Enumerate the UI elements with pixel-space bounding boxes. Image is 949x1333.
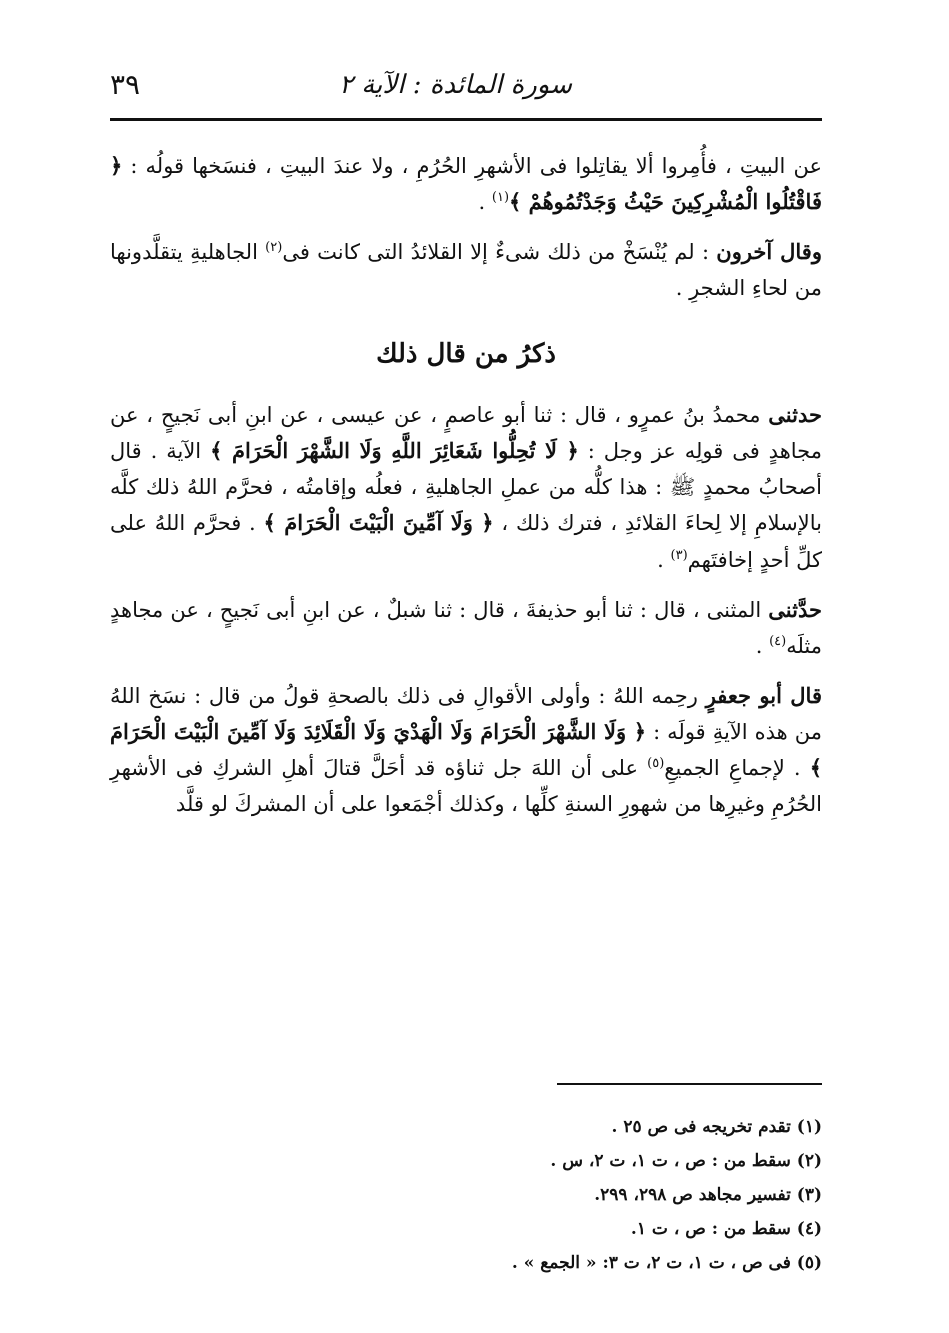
- text-segment: الجاهليةِ يتقلَّدونها من لحاءِ الشجرِ .: [110, 240, 822, 301]
- section-heading: ذكرُ من قال ذلك: [376, 339, 556, 370]
- paragraph-5: [110, 678, 822, 822]
- footnote-item: (١) تقدم تخريجه فى ص ٢٥ .: [611, 1117, 822, 1137]
- lead-phrase: حدَّثنى: [768, 596, 822, 622]
- footnote-ref: (٥): [647, 756, 665, 772]
- text-segment: عن البيتِ ، فأُمِروا ألا يقاتِلوا فى الأشهرِ الحُرُمِ ، ولا عندَ البيتِ ، فنسَخها قولُه :: [122, 154, 822, 178]
- header-rule: [110, 118, 822, 121]
- page-header: [110, 62, 822, 112]
- lead-phrase: حدثنى: [768, 402, 822, 428]
- footnote-item: (٥) فى ص ، ت ١، ت ٢، ت ٣: « الجمع » .: [511, 1253, 822, 1273]
- text-segment: على أن اللهَ جل ثناؤه قد أحَلَّ قتالَ أهلِ الشركِ فى الأشهرِ الحُرُمِ وغيرِها من شهورِ السنةِ كلِّها ، وكذلك أجْمَعوا على أن المشركَ لو قلَّد: [110, 756, 822, 817]
- paragraph-1: [110, 148, 822, 220]
- running-title: سورة المائدة : الآية ٢: [338, 70, 572, 100]
- footnote-item: (٤) سقط من : ص ، ت ١.: [630, 1219, 822, 1239]
- footnote-ref: (٤): [769, 633, 787, 649]
- quran-quote: ﴿ فَاقْتُلُوا الْمُشْرِكِينَ حَيْثُ وَجَدْتُمُوهُمْ ﴾: [110, 153, 822, 215]
- quran-quote: ﴿ وَلَا آمِّينَ الْبَيْتَ الْحَرَامَ ﴾: [263, 510, 494, 536]
- footnote-ref: (٢): [265, 240, 283, 256]
- footnotes: [110, 1110, 822, 1280]
- main-text: [110, 148, 822, 836]
- quran-quote: ﴿ لَا تُحِلُّوا شَعَائِرَ اللَّهِ وَلَا الشَّهْرَ الْحَرَامَ ﴾: [210, 438, 579, 464]
- text-segment: . فحرَّم اللهُ على كلِّ أحدٍ إخافتَهم: [110, 511, 822, 572]
- text-segment: : لم يُنْسَخْ من ذلك شىءٌ إلا القلائدُ التى كانت فى: [282, 240, 717, 265]
- paragraph-3: [110, 397, 822, 578]
- paragraph-2: [110, 234, 822, 306]
- paragraph-4: [110, 592, 822, 664]
- footnote-ref: (١): [491, 190, 510, 206]
- text-segment: . لإجماعِ الجميعِ: [664, 756, 810, 781]
- text-segment: الآية . قال أصحابُ محمدٍ ﷺ : هذا كلُّه من عملِ الجاهليةِ ، فعلُه وإقامتُه ، فحرَّم اللهُ ذلك كلَّه بالإسلامِ إلا لِحاءَ القلائدِ ، فترك ذلك ،: [110, 439, 822, 536]
- footnote-item: (٢) سقط من : ص ، ت ١، ت ٢، س .: [550, 1151, 822, 1171]
- quran-quote: ﴿ وَلَا الشَّهْرَ الْحَرَامَ وَلَا الْهَدْيَ وَلَا الْقَلَائِدَ وَلَا آمِّينَ الْبَيْتَ الْحَرَامَ ﴾: [110, 719, 823, 781]
- text-segment: .: [657, 547, 671, 572]
- text-segment: المثنى ، قال : ثنا أبو حذيفةَ ، قال : ثنا شبلٌ ، عن ابنِ أبى نَجيحٍ ، عن مجاهدٍ مثلَه: [110, 597, 822, 658]
- lead-phrase: قال أبو جعفرٍ: [705, 682, 822, 708]
- footnote-ref: (٣): [670, 547, 688, 563]
- page-number: ٣٩: [110, 68, 141, 101]
- lead-phrase: وقال آخرون: [716, 239, 822, 265]
- text-segment: .: [755, 633, 770, 658]
- footnote-rule: [557, 1083, 822, 1085]
- text-segment: محمدُ بنُ عمرٍو ، قال : ثنا أبو عاصمٍ ، عن عيسى ، عن ابنِ أبى نَجيحٍ ، عن مجاهدٍ فى قولِه عز وجل :: [110, 403, 822, 464]
- text-segment: رحِمه اللهُ : وأولى الأقوالِ فى ذلك بالصحةِ قولُ من قال : نسَخ اللهُ من هذه الآيةِ قولَه :: [110, 683, 822, 745]
- footnote-item: (٣) تفسير مجاهد ص ٢٩٨، ٢٩٩.: [594, 1185, 822, 1205]
- text-segment: .: [478, 190, 492, 215]
